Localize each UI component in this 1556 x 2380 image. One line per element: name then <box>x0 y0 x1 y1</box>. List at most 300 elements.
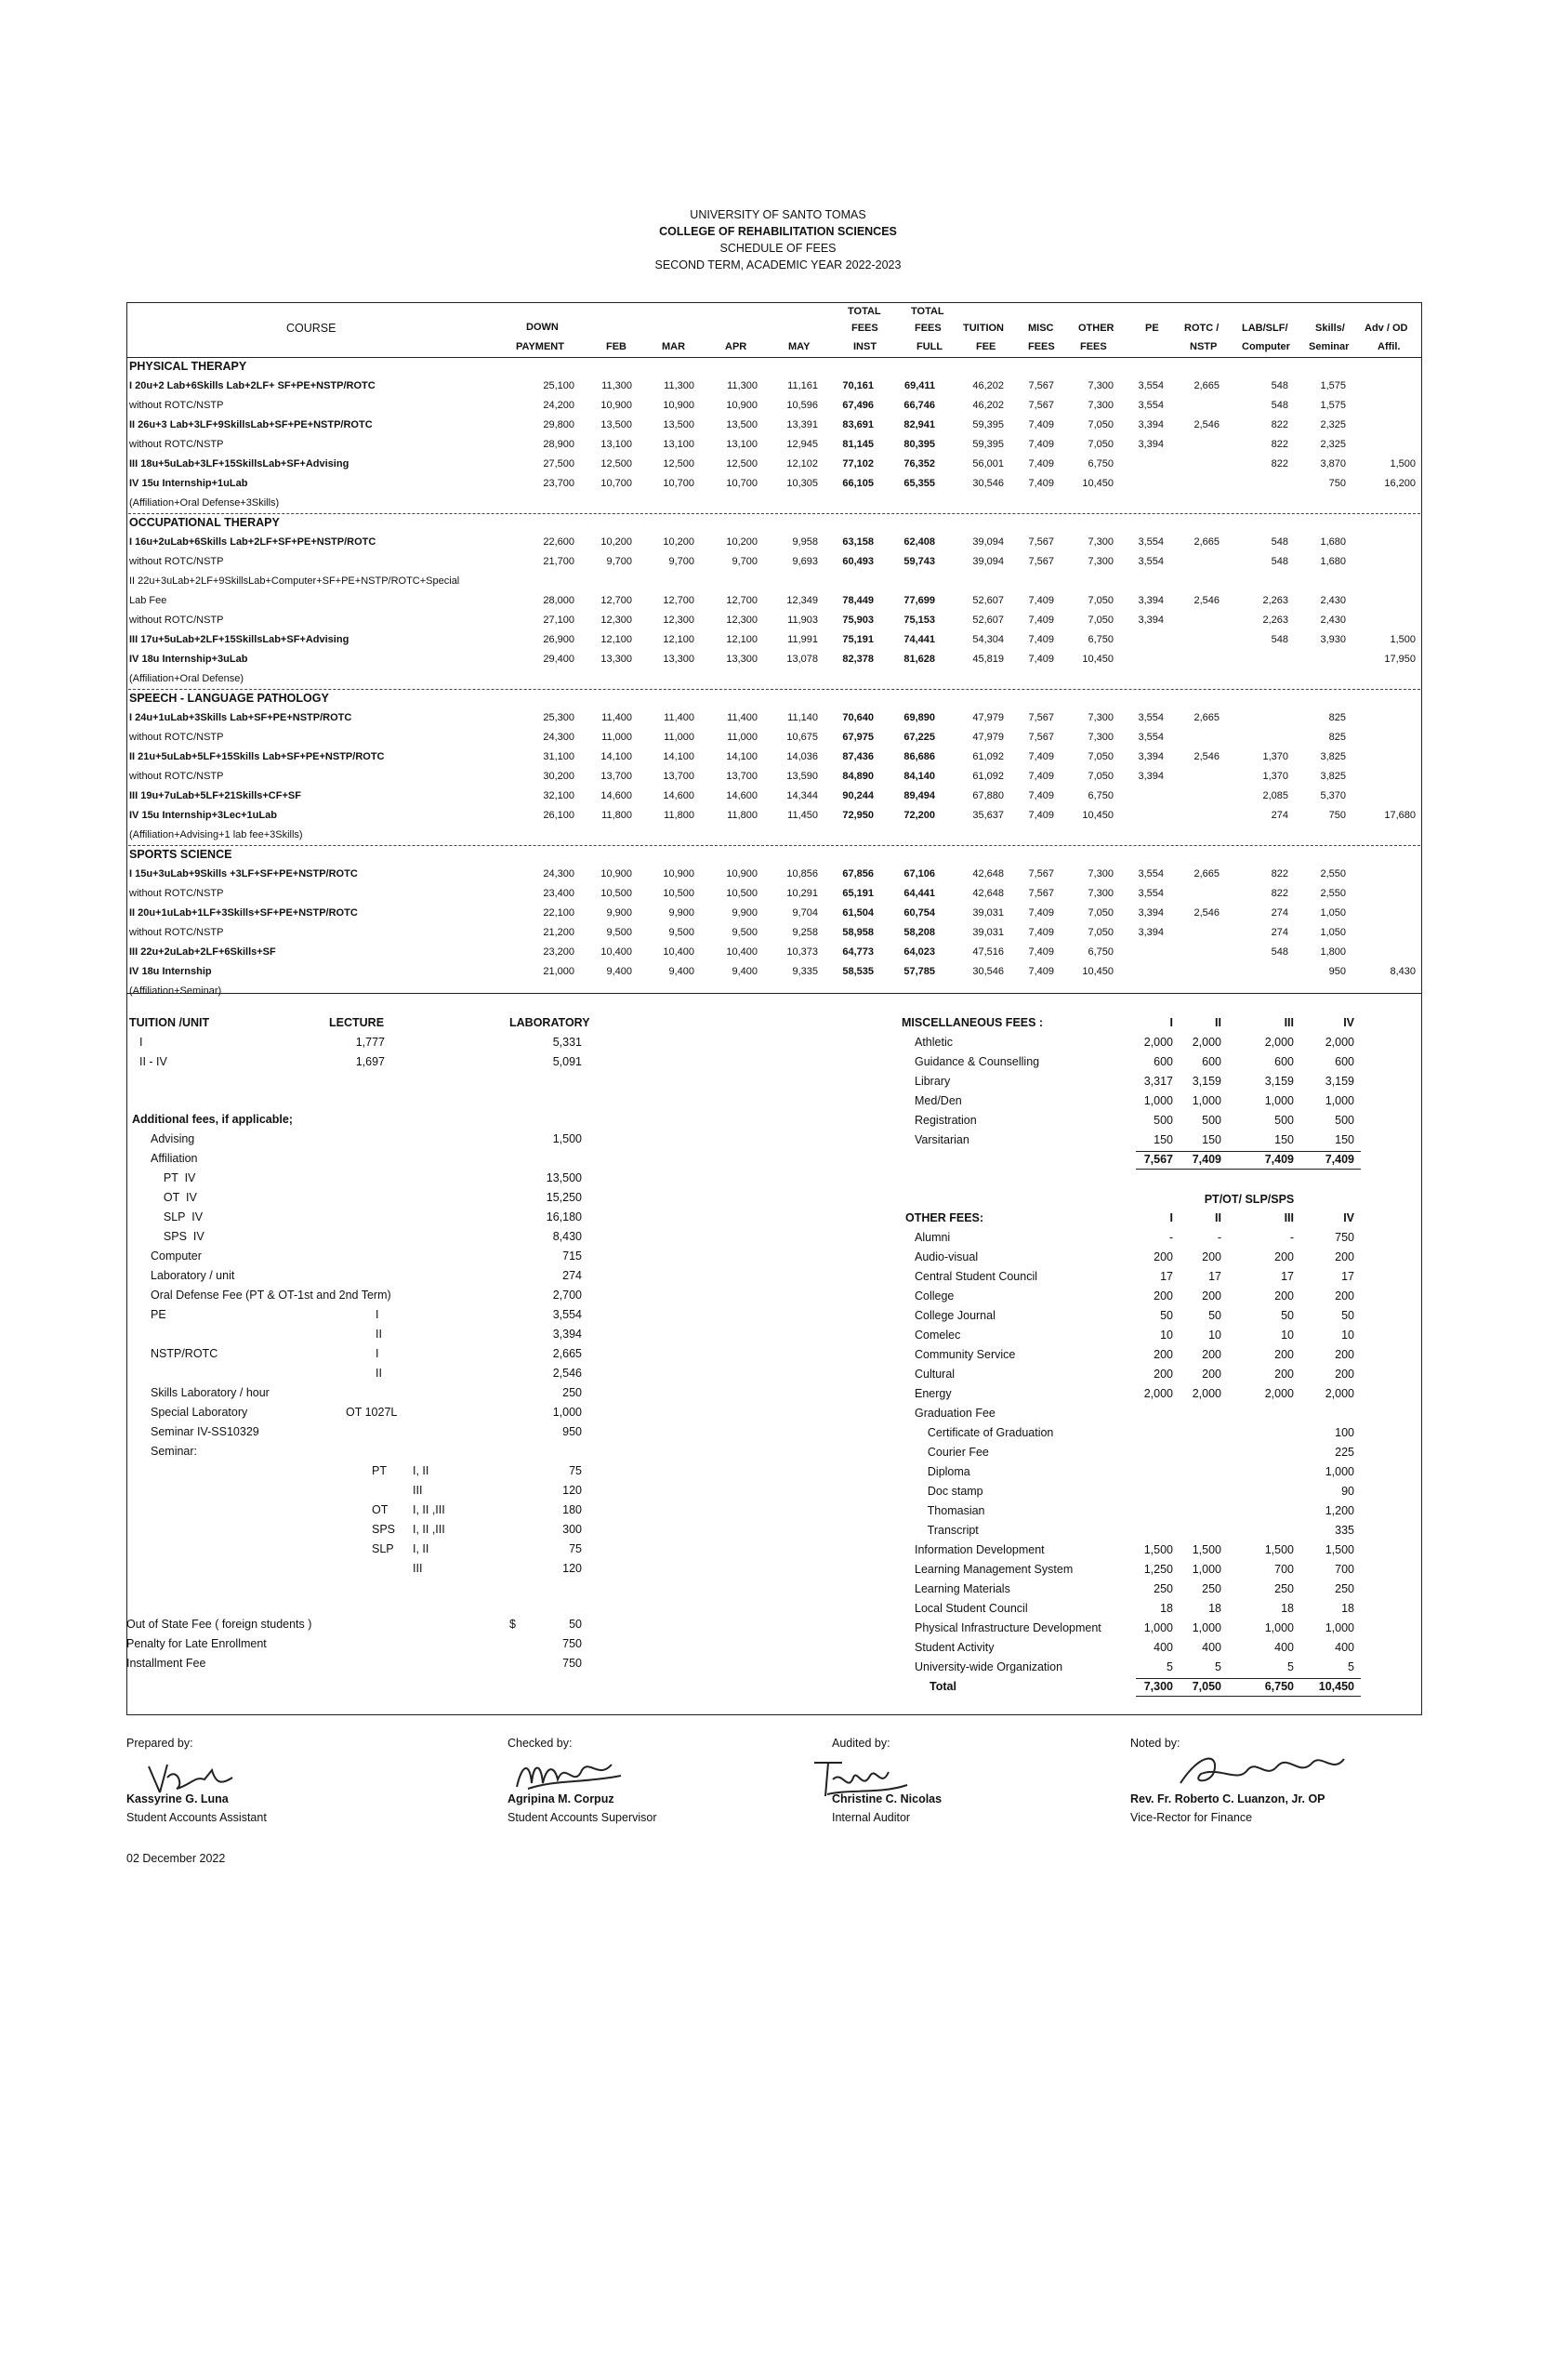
cell-pe: 3,554 <box>1138 556 1164 567</box>
cell-tfi: 58,958 <box>842 927 874 938</box>
other-fee-value: 50 <box>1160 1309 1173 1322</box>
cell-lab: 822 <box>1271 868 1288 879</box>
additional-fee-label: Computer <box>151 1250 202 1263</box>
cell-may: 12,945 <box>786 439 818 450</box>
cell-lab: 822 <box>1271 888 1288 899</box>
table-row-label: IV 18u Internship+3uLab <box>129 654 248 665</box>
other-fee-value: 10 <box>1208 1329 1221 1342</box>
misc-fee-value: 150 <box>1154 1133 1173 1146</box>
other-fee-value: 250 <box>1335 1582 1354 1595</box>
cell-skills: 1,680 <box>1320 536 1346 548</box>
cell-misc: 7,409 <box>1028 654 1054 665</box>
cell-apr: 12,500 <box>726 458 758 469</box>
cell-pe: 3,394 <box>1138 771 1164 782</box>
cell-misc: 7,409 <box>1028 966 1054 977</box>
cell-mar: 12,700 <box>663 595 694 606</box>
cell-misc: 7,409 <box>1028 634 1054 645</box>
cell-skills: 825 <box>1328 712 1346 723</box>
col-tff-2: FEES <box>915 323 942 334</box>
additional-title: Additional fees, if applicable; <box>132 1113 293 1126</box>
signatory-role: Audited by: <box>832 1737 890 1750</box>
signatory-name: Agripina M. Corpuz <box>508 1792 614 1805</box>
misc-fee-value: 2,000 <box>1192 1036 1221 1049</box>
additional-fee-value: 2,546 <box>552 1367 582 1380</box>
other-fee-value: - <box>1217 1231 1221 1244</box>
other-total-rule <box>1136 1678 1361 1679</box>
cell-apr: 14,100 <box>726 751 758 762</box>
table-row-label: II 20u+1uLab+1LF+3Skills+SF+PE+NSTP/ROTC <box>129 907 358 919</box>
cell-other: 7,300 <box>1088 712 1114 723</box>
col-down-2: PAYMENT <box>516 341 564 352</box>
other-fee-value: 200 <box>1154 1348 1173 1361</box>
additional-fee-label: SLP IV <box>151 1210 204 1223</box>
other-fee-label: College <box>915 1289 955 1302</box>
cell-feb: 13,700 <box>600 771 632 782</box>
cell-skills: 1,575 <box>1320 380 1346 391</box>
misc-fee-value: 2,000 <box>1325 1036 1354 1049</box>
other-total-value: 10,450 <box>1318 1680 1354 1693</box>
other-fee-value: 200 <box>1274 1368 1294 1381</box>
cell-apr: 9,400 <box>732 966 758 977</box>
cell-skills: 2,550 <box>1320 888 1346 899</box>
cell-down: 27,100 <box>543 615 574 626</box>
other-fee-value: 400 <box>1335 1641 1354 1654</box>
misc-col-header: II <box>1215 1016 1221 1029</box>
misc-col-header: III <box>1284 1016 1294 1029</box>
cell-skills: 825 <box>1328 732 1346 743</box>
cell-may: 13,391 <box>786 419 818 430</box>
cell-pe: 3,554 <box>1138 868 1164 879</box>
seminar-value: 180 <box>562 1503 582 1516</box>
additional-fee-value: 2,700 <box>552 1289 582 1302</box>
cell-down: 25,100 <box>543 380 574 391</box>
cell-mar: 11,400 <box>664 712 694 723</box>
cell-pe: 3,394 <box>1138 751 1164 762</box>
late-enrollment-value: 750 <box>562 1637 582 1650</box>
cell-other: 7,050 <box>1088 595 1114 606</box>
cell-misc: 7,567 <box>1028 556 1054 567</box>
cell-tuition: 46,202 <box>972 400 1004 411</box>
other-fee-label: Community Service <box>915 1348 1016 1361</box>
additional-fee-label: Advising <box>151 1132 195 1145</box>
cell-feb: 10,200 <box>600 536 632 548</box>
cell-down: 24,300 <box>543 868 574 879</box>
other-fee-label: Student Activity <box>915 1641 995 1654</box>
cell-down: 30,200 <box>543 771 574 782</box>
other-fee-value: 1,200 <box>1325 1504 1354 1517</box>
col-tfi-1: TOTAL <box>848 306 881 317</box>
col-course: COURSE <box>286 322 336 335</box>
cell-skills: 1,050 <box>1320 927 1346 938</box>
cell-tff: 66,746 <box>903 400 935 411</box>
signatory-role: Checked by: <box>508 1737 573 1750</box>
signature-corpuz <box>509 1752 630 1798</box>
seminar-program: PT <box>372 1464 387 1477</box>
cell-may: 14,036 <box>786 751 818 762</box>
other-fee-label: Transcript <box>915 1524 979 1537</box>
misc-fee-value: 500 <box>1154 1114 1173 1127</box>
cell-pe: 3,394 <box>1138 927 1164 938</box>
col-other-1: OTHER <box>1078 323 1114 334</box>
cell-apr: 11,300 <box>727 380 758 391</box>
other-fee-value: 1,500 <box>1325 1543 1354 1556</box>
cell-misc: 7,409 <box>1028 419 1054 430</box>
cell-other: 10,450 <box>1082 966 1114 977</box>
other-fee-value: 90 <box>1341 1485 1354 1498</box>
table-row-label: without ROTC/NSTP <box>129 400 224 411</box>
cell-feb: 12,700 <box>600 595 632 606</box>
cell-tuition: 45,819 <box>972 654 1004 665</box>
other-fee-value: 100 <box>1335 1426 1354 1439</box>
cell-may: 11,991 <box>787 634 818 645</box>
cell-feb: 13,300 <box>600 654 632 665</box>
cell-mar: 12,500 <box>663 458 694 469</box>
table-row-label: II 26u+3 Lab+3LF+9SkillsLab+SF+PE+NSTP/ROTC <box>129 419 373 430</box>
cell-feb: 10,700 <box>600 478 632 489</box>
table-row-label: without ROTC/NSTP <box>129 556 224 567</box>
cell-may: 9,335 <box>792 966 818 977</box>
col-skills-1: Skills/ <box>1315 323 1345 334</box>
cell-other: 10,450 <box>1082 478 1114 489</box>
tuition-lab-value: 5,091 <box>552 1055 582 1068</box>
additional-fee-sub: I <box>376 1347 379 1360</box>
other-fee-value: 1,500 <box>1264 1543 1294 1556</box>
cell-down: 24,200 <box>543 400 574 411</box>
cell-feb: 12,500 <box>600 458 632 469</box>
cell-lab: 548 <box>1271 400 1288 411</box>
cell-feb: 10,900 <box>600 400 632 411</box>
cell-adv: 16,200 <box>1384 478 1416 489</box>
cell-feb: 9,400 <box>606 966 632 977</box>
table-bottom-separator <box>126 993 1422 994</box>
cell-may: 10,856 <box>786 868 818 879</box>
misc-total-value: 7,409 <box>1192 1153 1221 1166</box>
cell-misc: 7,409 <box>1028 946 1054 958</box>
cell-tff: 77,699 <box>903 595 935 606</box>
cell-feb: 10,900 <box>600 868 632 879</box>
cell-tfi: 78,449 <box>842 595 874 606</box>
table-row-label: without ROTC/NSTP <box>129 888 224 899</box>
additional-fee-value: 250 <box>562 1386 582 1399</box>
cell-may: 11,903 <box>787 615 818 626</box>
cell-may: 10,675 <box>786 732 818 743</box>
cell-rotc: 2,546 <box>1193 751 1220 762</box>
cell-feb: 13,100 <box>600 439 632 450</box>
cell-feb: 10,400 <box>600 946 632 958</box>
cell-skills: 3,825 <box>1320 771 1346 782</box>
cell-feb: 9,900 <box>606 907 632 919</box>
cell-lab: 548 <box>1271 380 1288 391</box>
cell-adv: 17,680 <box>1384 810 1416 821</box>
cell-feb: 11,000 <box>601 732 632 743</box>
cell-tfi: 83,691 <box>842 419 874 430</box>
out-of-state-value: 50 <box>569 1618 582 1631</box>
row-note: (Affiliation+Oral Defense+3Skills) <box>129 497 280 509</box>
table-row-label: III 17u+5uLab+2LF+15SkillsLab+SF+Advising <box>129 634 349 645</box>
other-fee-value: - <box>1289 1231 1294 1244</box>
additional-fee-value: 3,394 <box>552 1328 582 1341</box>
installment-label: Installment Fee <box>126 1657 206 1670</box>
col-feb: FEB <box>606 341 626 352</box>
cell-apr: 10,500 <box>726 888 758 899</box>
other-fee-label: Courier Fee <box>915 1446 989 1459</box>
additional-fee-sub: II <box>376 1367 382 1380</box>
other-fee-value: 200 <box>1202 1250 1221 1263</box>
cell-lab: 822 <box>1271 419 1288 430</box>
cell-adv: 1,500 <box>1390 458 1416 469</box>
cell-misc: 7,409 <box>1028 771 1054 782</box>
cell-skills: 950 <box>1328 966 1346 977</box>
cell-apr: 10,200 <box>726 536 758 548</box>
cell-rotc: 2,546 <box>1193 419 1220 430</box>
other-total-label: Total <box>930 1680 956 1693</box>
cell-misc: 7,409 <box>1028 790 1054 801</box>
cell-skills: 750 <box>1328 478 1346 489</box>
cell-tuition: 39,094 <box>972 556 1004 567</box>
cell-mar: 10,200 <box>663 536 694 548</box>
cell-misc: 7,567 <box>1028 712 1054 723</box>
other-fee-value: 200 <box>1335 1250 1354 1263</box>
cell-down: 24,300 <box>543 732 574 743</box>
cell-down: 21,700 <box>543 556 574 567</box>
other-fee-label: Information Development <box>915 1543 1045 1556</box>
cell-tfi: 75,191 <box>842 634 874 645</box>
other-fee-value: 5 <box>1287 1660 1294 1673</box>
cell-down: 28,900 <box>543 439 574 450</box>
cell-other: 7,050 <box>1088 927 1114 938</box>
misc-fee-label: Library <box>915 1075 951 1088</box>
other-fee-value: 50 <box>1208 1309 1221 1322</box>
section-header: PHYSICAL THERAPY <box>129 360 247 373</box>
cell-tff: 82,941 <box>903 419 935 430</box>
cell-tff: 80,395 <box>903 439 935 450</box>
cell-tuition: 61,092 <box>972 771 1004 782</box>
document-header <box>0 206 1556 273</box>
cell-pe: 3,394 <box>1138 615 1164 626</box>
additional-fee-value: 1,500 <box>552 1132 582 1145</box>
cell-apr: 13,300 <box>726 654 758 665</box>
signature-luanzon <box>1173 1746 1350 1798</box>
cell-may: 9,693 <box>792 556 818 567</box>
cell-down: 31,100 <box>543 751 574 762</box>
cell-other: 7,300 <box>1088 556 1114 567</box>
other-fee-value: 200 <box>1202 1368 1221 1381</box>
cell-tfi: 63,158 <box>842 536 874 548</box>
other-fee-value: 17 <box>1281 1270 1294 1283</box>
cell-misc: 7,409 <box>1028 907 1054 919</box>
other-fee-value: 10 <box>1160 1329 1173 1342</box>
cell-tff: 89,494 <box>903 790 935 801</box>
other-fee-value: 200 <box>1335 1289 1354 1302</box>
signatory-title: Student Accounts Assistant <box>126 1811 267 1824</box>
table-row-label: II 21u+5uLab+5LF+15Skills Lab+SF+PE+NSTP/ROTC <box>129 751 385 762</box>
cell-tuition: 30,546 <box>972 966 1004 977</box>
table-row-label: III 22u+2uLab+2LF+6Skills+SF <box>129 946 276 958</box>
cell-tff: 67,225 <box>903 732 935 743</box>
cell-tuition: 59,395 <box>972 439 1004 450</box>
misc-fee-label: Athletic <box>915 1036 953 1049</box>
additional-fee-label: Skills Laboratory / hour <box>151 1386 270 1399</box>
cell-may: 9,704 <box>792 907 818 919</box>
additional-fee-sub: II <box>376 1328 382 1341</box>
other-fee-label: Thomasian <box>915 1504 985 1517</box>
cell-skills: 1,575 <box>1320 400 1346 411</box>
other-fee-value: 17 <box>1208 1270 1221 1283</box>
header-separator <box>126 357 1422 358</box>
cell-pe: 3,554 <box>1138 536 1164 548</box>
additional-fee-value: 1,000 <box>552 1406 582 1419</box>
misc-total-value: 7,567 <box>1143 1153 1173 1166</box>
other-fee-value: 18 <box>1208 1602 1221 1615</box>
other-fee-label: Audio-visual <box>915 1250 979 1263</box>
seminar-program: SLP <box>372 1542 394 1555</box>
cell-tfi: 87,436 <box>842 751 874 762</box>
other-fee-value: 50 <box>1281 1309 1294 1322</box>
cell-rotc: 2,665 <box>1193 712 1220 723</box>
other-total-value: 7,050 <box>1192 1680 1221 1693</box>
cell-apr: 9,900 <box>732 907 758 919</box>
table-row-label: without ROTC/NSTP <box>129 615 224 626</box>
cell-down: 29,400 <box>543 654 574 665</box>
misc-fee-value: 600 <box>1154 1055 1173 1068</box>
cell-feb: 14,600 <box>600 790 632 801</box>
other-fee-value: 1,000 <box>1143 1621 1173 1634</box>
additional-fee-label: Special Laboratory <box>151 1406 248 1419</box>
other-fee-label: Graduation Fee <box>915 1407 996 1420</box>
cell-other: 7,050 <box>1088 615 1114 626</box>
additional-fee-value: 950 <box>562 1425 582 1438</box>
cell-misc: 7,567 <box>1028 888 1054 899</box>
row-note: II 22u+3uLab+2LF+9SkillsLab+Computer+SF+PE+NSTP/ROTC+Special <box>129 575 460 587</box>
cell-feb: 12,300 <box>600 615 632 626</box>
col-tff-3: FULL <box>916 341 943 352</box>
other-fee-value: 250 <box>1154 1582 1173 1595</box>
cell-tuition: 46,202 <box>972 380 1004 391</box>
other-fee-value: 5 <box>1215 1660 1221 1673</box>
cell-tff: 59,743 <box>903 556 935 567</box>
misc-fee-value: 600 <box>1274 1055 1294 1068</box>
cell-pe: 3,394 <box>1138 595 1164 606</box>
cell-other: 7,050 <box>1088 419 1114 430</box>
misc-col-header: IV <box>1343 1016 1354 1029</box>
cell-down: 27,500 <box>543 458 574 469</box>
other-fee-value: 200 <box>1274 1289 1294 1302</box>
cell-skills: 750 <box>1328 810 1346 821</box>
cell-other: 7,300 <box>1088 732 1114 743</box>
other-fee-value: 335 <box>1335 1524 1354 1537</box>
col-adv-1: Adv / OD <box>1365 323 1408 334</box>
seminar-year: III <box>413 1484 423 1497</box>
cell-down: 21,000 <box>543 966 574 977</box>
cell-lab: 2,263 <box>1262 595 1288 606</box>
other-fee-value: 2,000 <box>1325 1387 1354 1400</box>
misc-fee-value: 3,159 <box>1264 1075 1294 1088</box>
cell-tfi: 77,102 <box>842 458 874 469</box>
misc-fee-value: 150 <box>1202 1133 1221 1146</box>
col-skills-2: Seminar <box>1309 341 1350 352</box>
cell-may: 13,078 <box>786 654 818 665</box>
other-fee-value: 200 <box>1335 1368 1354 1381</box>
cell-mar: 11,800 <box>664 810 694 821</box>
cell-lab: 1,370 <box>1262 771 1288 782</box>
table-row-label: IV 18u Internship <box>129 966 212 977</box>
cell-rotc: 2,665 <box>1193 868 1220 879</box>
signatory-name: Kassyrine G. Luna <box>126 1792 229 1805</box>
out-of-state-label: Out of State Fee ( foreign students ) <box>126 1618 312 1631</box>
cell-tff: 64,023 <box>903 946 935 958</box>
signatory-role: Noted by: <box>1130 1737 1180 1750</box>
col-other-2: FEES <box>1080 341 1107 352</box>
misc-fee-value: 500 <box>1274 1114 1294 1127</box>
additional-fee-label: Oral Defense Fee (PT & OT-1st and 2nd Term) <box>151 1289 391 1302</box>
cell-tuition: 67,880 <box>972 790 1004 801</box>
other-fee-value: 18 <box>1160 1602 1173 1615</box>
additional-fee-value: 715 <box>562 1250 582 1263</box>
col-lab-1: LAB/SLF/ <box>1242 323 1288 334</box>
cell-other: 10,450 <box>1082 810 1114 821</box>
cell-other: 6,750 <box>1088 946 1114 958</box>
col-apr: APR <box>725 341 747 352</box>
other-fee-value: - <box>1168 1231 1173 1244</box>
other-fee-value: 2,000 <box>1143 1387 1173 1400</box>
cell-tfi: 60,493 <box>842 556 874 567</box>
cell-tff: 69,411 <box>903 380 935 391</box>
tuition-year: I <box>139 1036 143 1049</box>
cell-apr: 10,700 <box>726 478 758 489</box>
col-misc-1: MISC <box>1028 323 1054 334</box>
cell-tfi: 84,890 <box>842 771 874 782</box>
cell-adv: 8,430 <box>1390 966 1416 977</box>
cell-other: 7,050 <box>1088 751 1114 762</box>
cell-lab: 822 <box>1271 458 1288 469</box>
cell-down: 25,300 <box>543 712 574 723</box>
additional-fee-label: Seminar IV-SS10329 <box>151 1425 259 1438</box>
signatory-name: Christine C. Nicolas <box>832 1792 943 1805</box>
col-may: MAY <box>788 341 811 352</box>
cell-tuition: 52,607 <box>972 595 1004 606</box>
cell-misc: 7,567 <box>1028 400 1054 411</box>
other-fee-value: 50 <box>1341 1309 1354 1322</box>
cell-adv: 1,500 <box>1390 634 1416 645</box>
other-fee-label: Certificate of Graduation <box>915 1426 1054 1439</box>
table-row-label: III 18u+5uLab+3LF+15SkillsLab+SF+Advising <box>129 458 349 469</box>
cell-skills: 5,370 <box>1320 790 1346 801</box>
cell-tff: 72,200 <box>903 810 935 821</box>
misc-fee-value: 600 <box>1335 1055 1354 1068</box>
cell-feb: 9,500 <box>606 927 632 938</box>
cell-pe: 3,554 <box>1138 732 1164 743</box>
cell-adv: 17,950 <box>1384 654 1416 665</box>
other-fee-value: 250 <box>1202 1582 1221 1595</box>
misc-fee-value: 1,000 <box>1264 1094 1294 1107</box>
cell-down: 22,600 <box>543 536 574 548</box>
additional-fee-value: 8,430 <box>552 1230 582 1243</box>
table-row-label: III 19u+7uLab+5LF+21Skills+CF+SF <box>129 790 301 801</box>
cell-apr: 11,400 <box>727 712 758 723</box>
other-fee-value: 1,000 <box>1192 1563 1221 1576</box>
late-enrollment-label: Penalty for Late Enrollment <box>126 1637 267 1650</box>
cell-tuition: 54,304 <box>972 634 1004 645</box>
col-misc-2: FEES <box>1028 341 1055 352</box>
cell-tfi: 66,105 <box>842 478 874 489</box>
seminar-program: SPS <box>372 1523 396 1536</box>
cell-misc: 7,409 <box>1028 439 1054 450</box>
additional-fee-label: SPS IV <box>151 1230 204 1243</box>
seminar-value: 75 <box>569 1464 582 1477</box>
cell-tff: 57,785 <box>903 966 935 977</box>
signature-luna <box>139 1757 242 1800</box>
row-note: (Affiliation+Seminar) <box>129 985 222 997</box>
